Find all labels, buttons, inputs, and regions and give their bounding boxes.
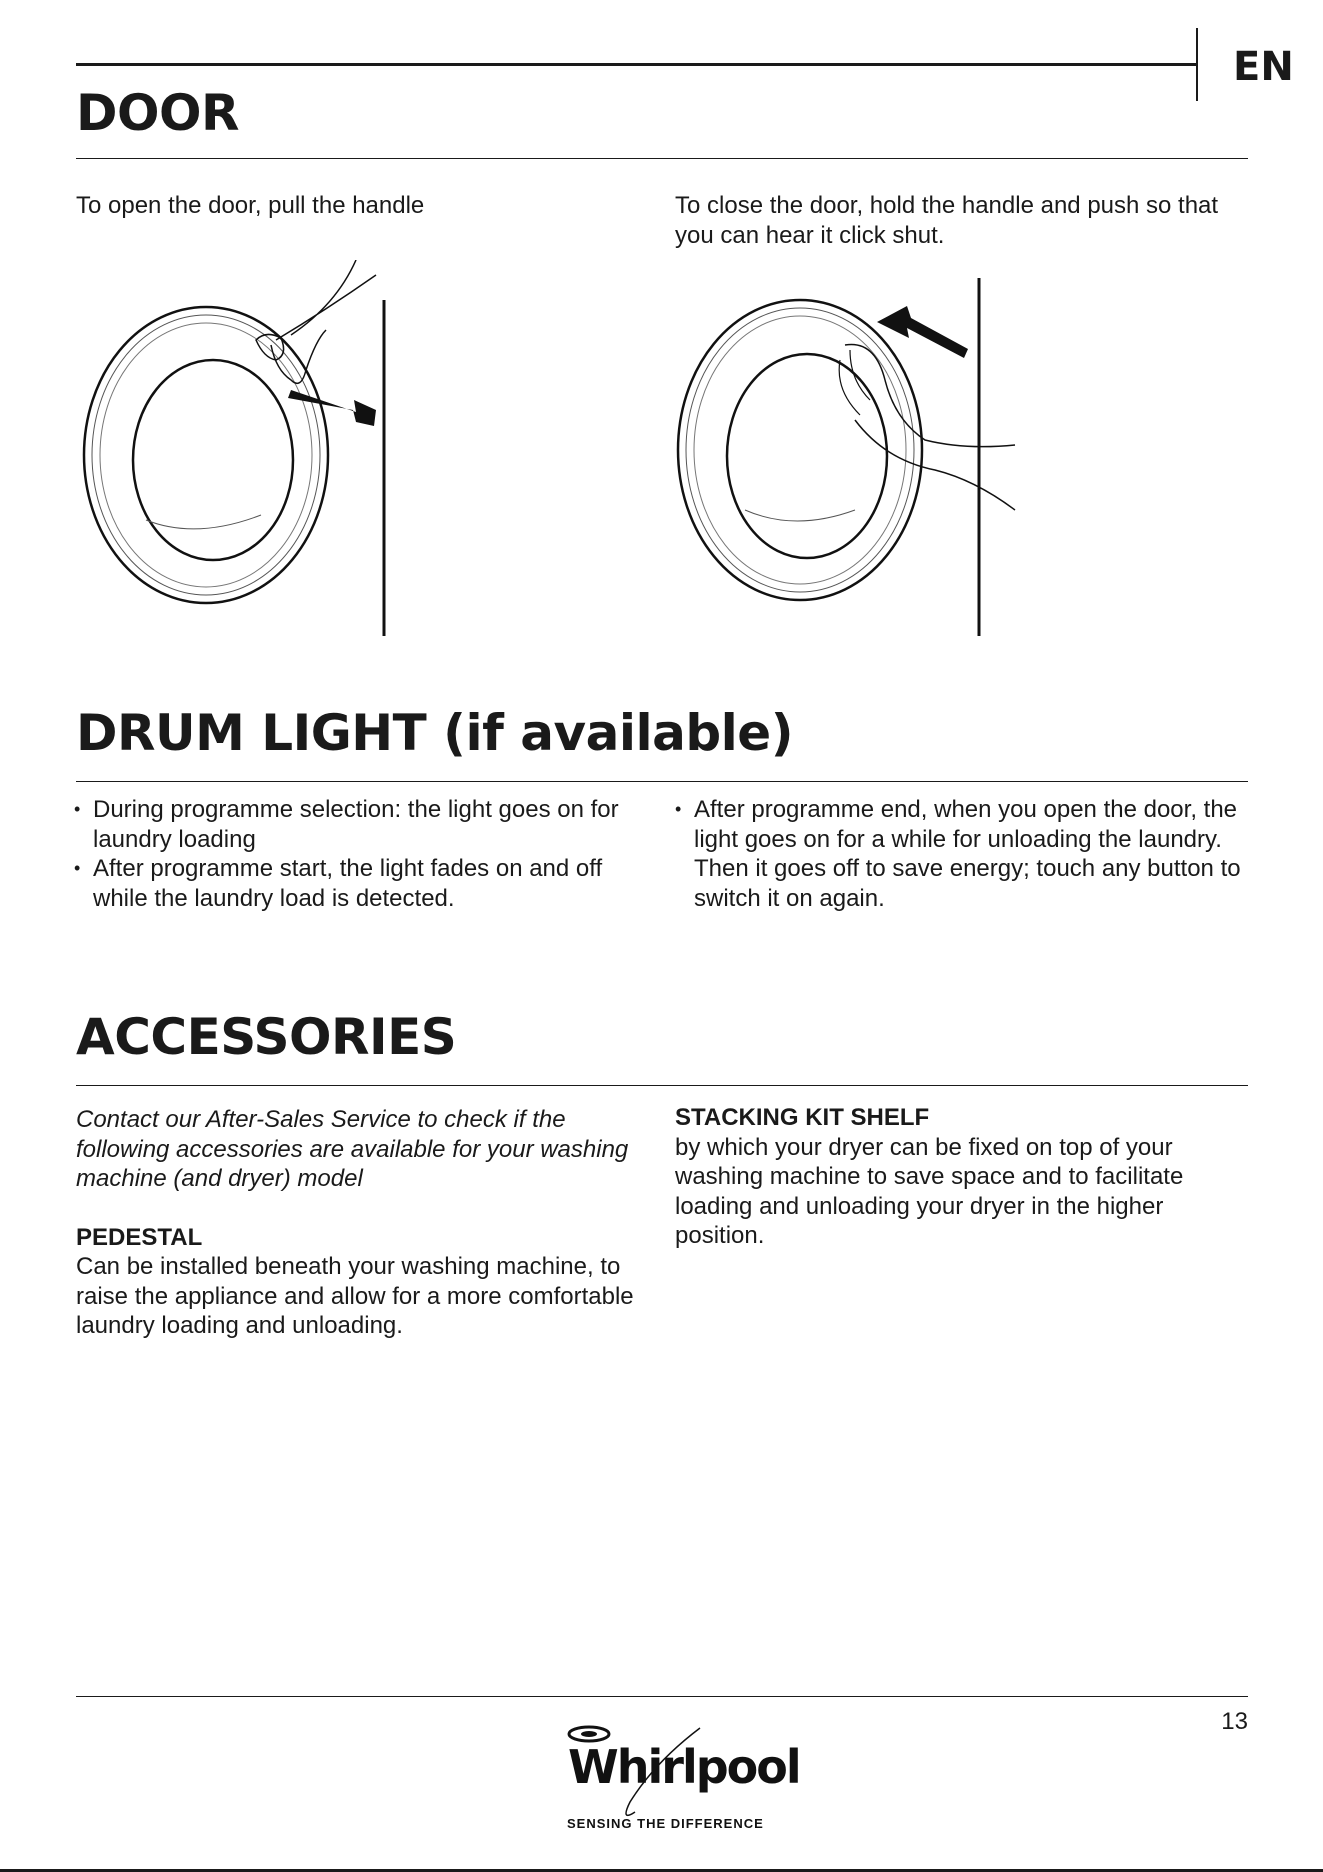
accessories-intro: Contact our After-Sales Service to check if the following accessories are available for your washing machine (and dryer) model [76,1106,629,1192]
language-label: EN [1233,44,1294,90]
drum-light-left-list [74,795,654,913]
accessories-title-rule [76,1085,1248,1086]
list-item: • After programme end, when you open the door, the light goes on for a while for unloading the laundry. Then it goes off to save energy; touch any button to switch it on again. [675,795,1255,913]
door-close-text: To close the door, hold the handle and push so that you can hear it click shut. [675,192,1219,249]
door-open-illustration [76,260,416,640]
page-number: 13 [1221,1708,1248,1735]
header-vertical-divider [1196,28,1198,101]
door-title: DOOR [76,84,240,142]
door-open-text: To open the door, pull the handle [76,192,425,219]
brand-wordmark: Whirlpool [568,1740,800,1794]
accessories-right-column [675,1103,1235,1251]
list-item: • During programme selection: the light goes on for laundry loading [74,795,654,854]
accessories-title: ACCESSORIES [76,1008,457,1066]
drum-light-right-list [675,795,1255,913]
drum-light-title: DRUM LIGHT (if available) [76,704,794,762]
door-close-illustration [675,270,1025,640]
door-title-rule [76,158,1248,159]
brand-tagline: SENSING THE DIFFERENCE [567,1816,764,1831]
footer-rule [76,1696,1248,1697]
stacking-kit-heading: STACKING KIT SHELF [675,1104,930,1131]
pedestal-text: Can be installed beneath your washing machine, to raise the appliance and allow for a more comfortable laundry loading and unloading. [76,1253,634,1339]
top-rule [76,63,1196,66]
list-item: • After programme start, the light fades on and off while the laundry load is detected. [74,854,654,913]
pedestal-heading: PEDESTAL [76,1223,203,1251]
stacking-kit-text: by which your dryer can be fixed on top of your washing machine to save space and to facilitate loading and unloading your dryer in the higher position. [675,1133,1184,1249]
accessories-left-column [76,1105,636,1341]
brand-logo [540,1722,800,1842]
drum-light-title-rule [76,781,1248,782]
